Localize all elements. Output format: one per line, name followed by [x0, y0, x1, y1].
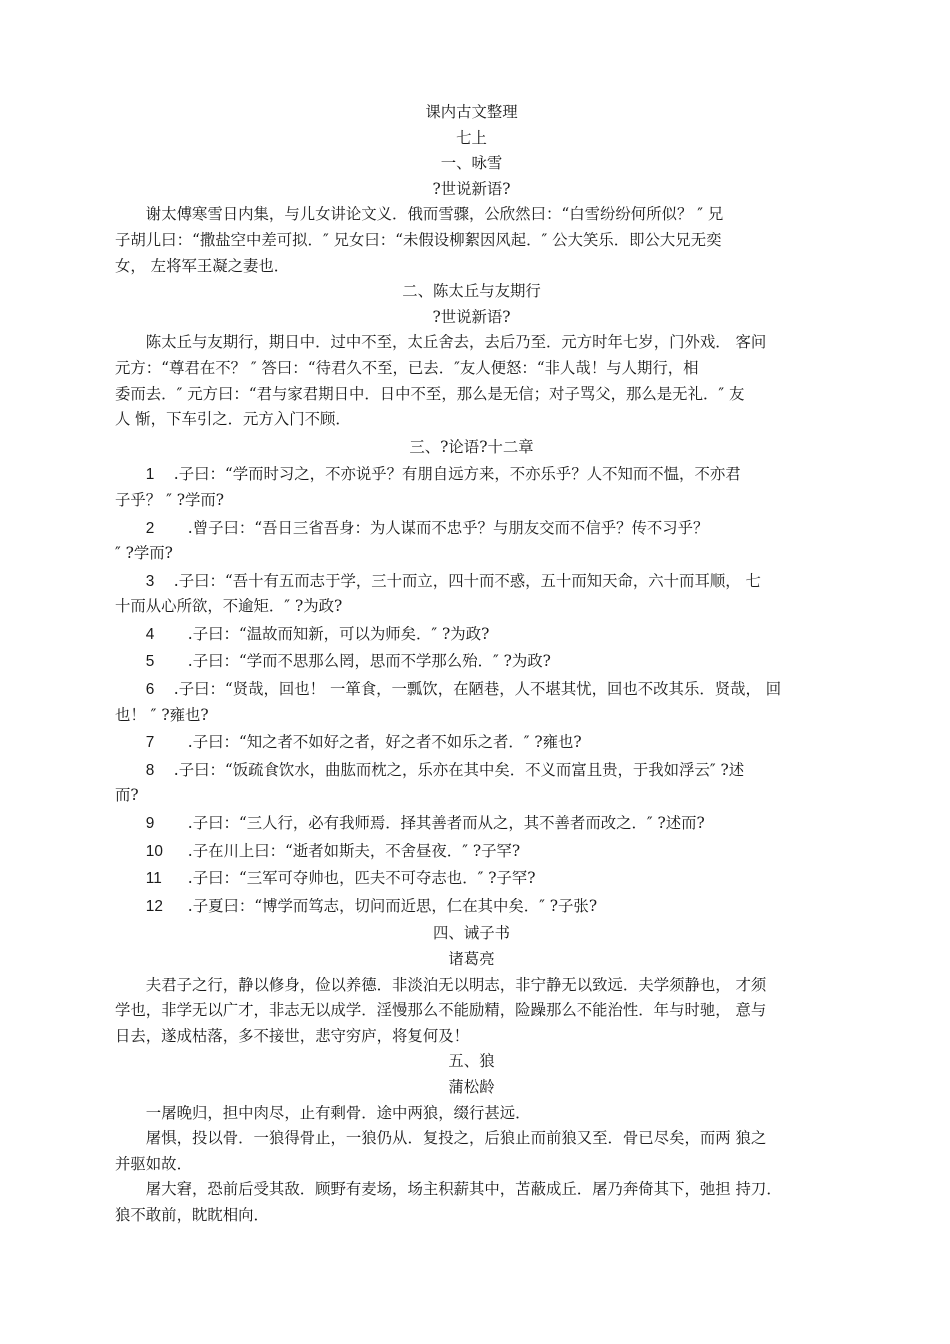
analects-line	[115, 811, 828, 837]
text-line: 陈太丘与友期行，期日中．过中不至，太丘舍去，去后乃至．元方时年七岁，门外戏． 客问	[145, 333, 767, 352]
analects-item	[115, 730, 828, 756]
item-text: .子曰：“贤哉，回也！ 一箪食，一瓢饮，在陋巷，人不堪其忧，回也不改其乐．贤哉， 回	[173, 680, 782, 699]
document	[115, 100, 828, 1229]
analects-line	[115, 677, 828, 703]
text-line: 夫君子之行，静以修身，俭以养德．非淡泊无以明志，非宁静无以致远．夫学须静也， 才须	[145, 975, 767, 994]
text-line: 谢太傅寒雪日内集，与儿女讲论文义．俄而雪骤，公欣然曰：“白雪纷纷何所似？ ″ 兄	[145, 205, 724, 224]
analects-line	[115, 783, 828, 809]
text-line: 元方：“尊君在不？ ″ 答曰：“待君久不至，已去．″友人便怒：“非人哉！与人期行，相	[115, 358, 699, 377]
analects-item	[115, 462, 828, 513]
analects-item	[115, 622, 828, 648]
analects-line	[115, 462, 828, 488]
document-title: 课内古文整理	[425, 103, 518, 121]
item-number: 10	[145, 842, 163, 860]
analects-line	[115, 516, 828, 542]
analects-line	[115, 488, 828, 514]
item-text: .子曰：“学而不思那么罔，思而不学那么殆．″ ?为政?	[187, 652, 551, 671]
item-number: 3	[145, 572, 155, 590]
item-number: 4	[145, 625, 155, 643]
item-number: 5	[145, 653, 155, 671]
item-number: 9	[145, 815, 155, 833]
section-heading: 四、诫子书	[433, 924, 510, 943]
text-line: 屠大窘，恐前后受其敌．顾野有麦场，场主积薪其中，苫蔽成丘．屠乃奔倚其下，弛担 持刀．	[145, 1180, 782, 1199]
item-text: 也！ ″ ?雍也?	[115, 705, 209, 724]
item-number: 12	[145, 897, 163, 915]
analects-line	[115, 569, 828, 595]
analects-item	[115, 677, 828, 728]
item-number: 11	[145, 870, 162, 888]
section-heading: 五、狼	[448, 1052, 495, 1071]
grade-heading: 七上	[456, 128, 487, 147]
analects-line	[115, 730, 828, 756]
analects-list	[115, 462, 828, 919]
item-number: 6	[145, 681, 155, 699]
item-number: 2	[145, 519, 155, 537]
item-text: .子曰：“学而时习之，不亦说乎？有朋自远方来，不亦乐乎？人不知而不愠，不亦君	[173, 465, 741, 484]
text-line: 学也，非学无以广才，非志无以成学．淫慢那么不能励精，险躁那么不能治性．年与时驰， 意与	[115, 1001, 767, 1020]
text-line: 女， 左将军王凝之妻也．	[115, 256, 290, 275]
section-heading: 三、?论语?十二章	[409, 437, 534, 456]
analects-line	[115, 703, 828, 729]
analects-line	[115, 894, 828, 920]
item-number: 7	[145, 734, 155, 752]
analects-item	[115, 649, 828, 675]
section-heading: 一、咏雪	[440, 154, 503, 173]
section-author: 蒲松龄	[448, 1077, 495, 1096]
item-text: .子夏曰：“博学而笃志，切问而近思，仁在其中矣．″ ?子张?	[187, 896, 598, 915]
item-text: .子曰：“三军可夺帅也，匹夫不可夺志也．″ ?子罕?	[187, 869, 536, 888]
analects-item	[115, 894, 828, 920]
analects-item	[115, 758, 828, 809]
section-source: ?世说新语?	[432, 307, 511, 326]
section-heading: 二、陈太丘与友期行	[402, 282, 541, 301]
item-number: 8	[145, 761, 155, 779]
analects-item	[115, 866, 828, 892]
text-line: 一屠晚归，担中肉尽，止有剩骨．途中两狼，缀行甚远．	[145, 1103, 531, 1122]
analects-item	[115, 569, 828, 620]
item-text: .曾子曰：“吾日三省吾身：为人谋而不忠乎？与朋友交而不信乎？传不习乎？	[187, 518, 709, 537]
item-text: .子在川上曰：“逝者如斯夫，不舍昼夜．″ ?子罕?	[187, 841, 521, 860]
item-text: .子曰：“饭疏食饮水，曲肱而枕之，乐亦在其中矣．不义而富且贵，于我如浮云″ ?述	[173, 760, 745, 779]
analects-line	[115, 541, 828, 567]
analects-line	[115, 649, 828, 675]
section-source: ?世说新语?	[432, 179, 511, 198]
item-text: 十而从心所欲，不逾矩．″ ?为政?	[115, 597, 343, 616]
text-line: 并驱如故．	[115, 1154, 192, 1173]
item-text: .子曰：“三人行，必有我师焉．择其善者而从之，其不善者而改之．″ ?述而?	[187, 814, 705, 833]
item-text: 而?	[115, 786, 139, 805]
text-line: 日去，遂成枯落，多不接世，悲守穷庐，将复何及！	[115, 1026, 469, 1045]
item-number: 1	[145, 466, 155, 484]
item-text: .子曰：“吾十有五而志于学，三十而立，四十而不惑，五十而知天命，六十而耳顺， 七	[173, 571, 761, 590]
item-text: 子乎？ ″ ?学而?	[115, 490, 224, 509]
text-line: 委而去．″ 元方曰：“君与家君期日中．日中不至，那么是无信；对子骂父，那么是无礼．″ 友	[115, 384, 745, 403]
text-line: 狼不敢前，眈眈相向．	[115, 1205, 269, 1224]
analects-line	[115, 839, 828, 865]
text-line: 人 惭，下车引之．元方入门不顾．	[115, 410, 351, 429]
item-text: .子曰：“知之者不如好之者，好之者不如乐之者．″ ?雍也?	[187, 733, 582, 752]
analects-line	[115, 866, 828, 892]
item-text: ″ ?学而?	[115, 544, 173, 563]
analects-item	[115, 839, 828, 865]
text-line: 子胡儿曰：“撒盐空中差可拟．″ 兄女曰：“未假设柳絮因风起．″ 公大笑乐．即公大兄无奕	[115, 230, 722, 249]
analects-line	[115, 758, 828, 784]
text-line: 屠惧，投以骨．一狼得骨止，一狼仍从．复投之，后狼止而前狼又至．骨已尽矣，而两 狼之	[145, 1129, 767, 1148]
section-author: 诸葛亮	[448, 950, 495, 968]
analects-item	[115, 811, 828, 837]
analects-line	[115, 594, 828, 620]
analects-item	[115, 516, 828, 567]
analects-line	[115, 622, 828, 648]
item-text: .子曰：“温故而知新，可以为师矣．″ ?为政?	[187, 624, 490, 643]
